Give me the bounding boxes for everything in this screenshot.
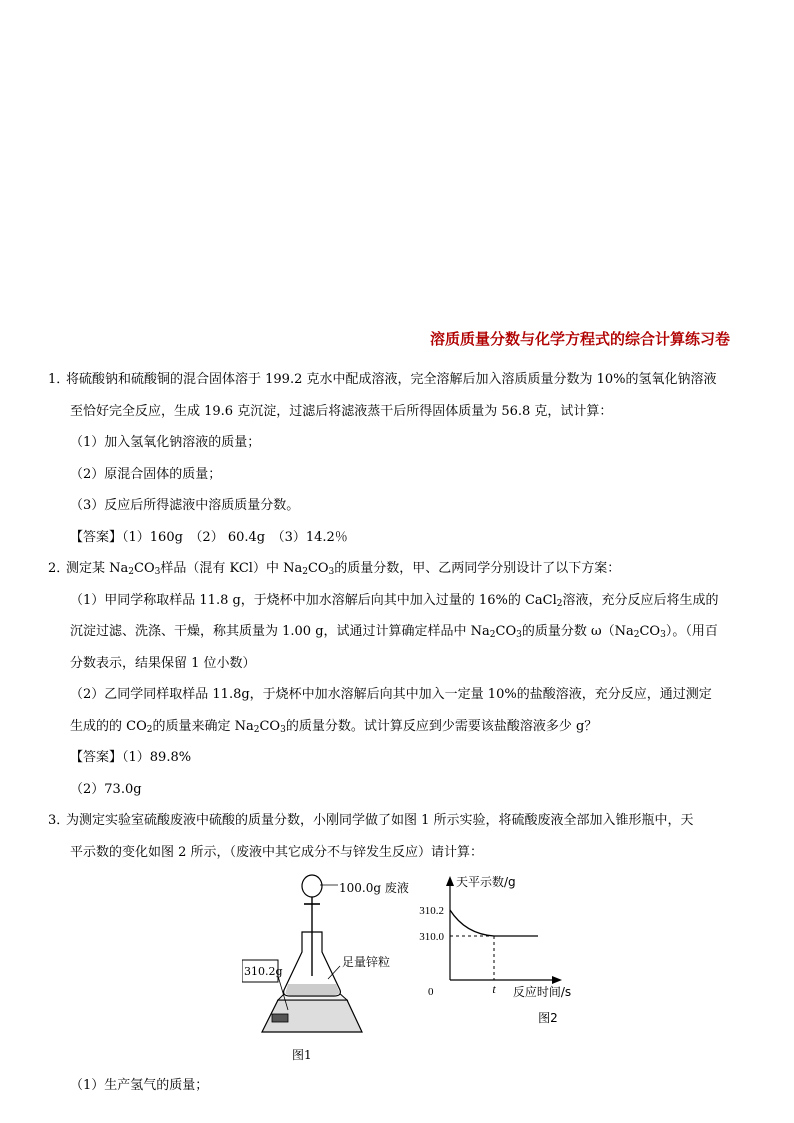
y-axis-arrow	[446, 876, 454, 886]
y-axis-label: 天平示数/g	[456, 875, 516, 889]
q2-text: 溶液，充分反应后将生成的	[562, 592, 719, 608]
q2-text: 沉淀过滤、洗涤、干燥，称其质量为 1.00 g，试通过计算确定样品中 Na	[70, 624, 490, 639]
q2-number: 2．	[48, 561, 70, 576]
q2-text: CO	[639, 624, 661, 639]
subscript: 3	[516, 630, 522, 640]
origin-label: 0	[428, 986, 434, 998]
subscript: 2	[146, 724, 153, 735]
q1-line-1	[48, 364, 758, 396]
q2-text: 的质量分数。试计算反应到少需要该盐酸溶液多少 g？	[285, 718, 598, 734]
series-line	[450, 910, 538, 936]
subscript: 2	[302, 567, 308, 577]
q2-answer	[48, 742, 758, 774]
x-tick-label: t	[492, 982, 496, 996]
figure-2-chart	[406, 872, 626, 1050]
question-list	[48, 364, 758, 1102]
subscript: 2	[556, 598, 563, 609]
subscript: 2	[253, 724, 260, 735]
subscript: 2	[128, 567, 134, 577]
q2-text: CO	[134, 561, 155, 576]
q2-text: 样品（混有 KCl）中 Na	[160, 561, 303, 576]
subscript: 3	[328, 567, 335, 577]
q1-sub-2: （2）原混合固体的质量；	[70, 466, 222, 482]
q2-text: 的质量分数，甲、乙两同学分别设计了以下方案：	[334, 561, 621, 576]
subscript: 3	[280, 724, 286, 735]
subscript: 2	[633, 630, 640, 640]
q2-sub-1-line-1	[48, 585, 758, 617]
q1-answer-label: 【答案】	[70, 529, 123, 545]
page-title: 溶质质量分数与化学方程式的综合计算练习卷	[429, 330, 730, 348]
q2-sub-2-line-2	[48, 711, 758, 743]
x-axis-arrow	[552, 976, 562, 984]
figures	[48, 872, 758, 1070]
fig1-zinc-label: 足量锌粒	[342, 955, 391, 969]
q1-sub-3: （3）反应后所得滤液中溶质质量分数。	[70, 498, 300, 513]
q3-line-1	[48, 805, 758, 837]
q1-answer	[48, 522, 758, 554]
fig2-caption: 图2	[538, 1011, 558, 1025]
q1-answer-text: （1）160g （2） 60.4g （3）14.2％	[122, 529, 348, 545]
separatory-funnel	[302, 875, 322, 897]
x-axis-label: 反应时间/s	[512, 985, 572, 999]
q1-line-2: 至恰好完全反应，生成 19.6 克沉淀，过滤后将滤液蒸干后所得固体质量为 56.8 克，试计算：	[70, 403, 613, 419]
q2-text: CO	[259, 718, 281, 734]
q3-text-1: 为测定实验室硫酸废液中硫酸的质量分数，小刚同学做了如图 1 所示实验，将硫酸废液全部加入锥形瓶中，天	[66, 813, 694, 828]
q1-text-1: 将硫酸钠和硫酸铜的混合固体溶于 199.2 克水中配成溶液，完全溶解后加入溶质质量分数为 10%的氢氧化钠溶液	[66, 372, 717, 387]
flask-liquid	[286, 984, 340, 995]
y-tick-label-top: 310.2	[419, 905, 444, 917]
q2-text: ）。（用百	[665, 624, 718, 639]
q2-text: CO	[495, 624, 517, 639]
fig1-liquid-label: 100.0g 废液	[339, 881, 409, 895]
q2-text: 生成的的 CO	[70, 718, 147, 734]
subscript: 3	[660, 630, 666, 640]
q2-text: 的质量分数 ω（Na	[521, 624, 634, 639]
fig1-reading-label: 310.2g	[244, 965, 283, 978]
q1-sub-1: （1）加入氢氧化钠溶液的质量；	[70, 435, 261, 450]
q2-text: 测定某 Na	[66, 561, 129, 576]
q2-text: CO	[307, 561, 329, 576]
subscript: 2	[489, 630, 496, 640]
q2-line-1	[48, 553, 758, 585]
y-tick-label-bottom: 310.0	[419, 931, 444, 943]
q3-sub-1: （1）生产氢气的质量；	[70, 1078, 209, 1093]
fig1-caption: 图1	[292, 1048, 312, 1062]
q2-sub-2-line-1: （2）乙同学同样取样品 11.8g，于烧杯中加水溶解后向其中加入一定量 10%的盐酸溶液，充分反应，通过测定	[70, 687, 712, 702]
q2-answer-label: 【答案】	[70, 750, 123, 765]
q1-number: 1．	[48, 372, 70, 387]
q2-text: 的质量来确定 Na	[152, 718, 254, 734]
q2-sub-1-line-2	[48, 616, 758, 648]
q2-text: （1）甲同学称取样品 11.8 g，于烧杯中加水溶解后向其中加入过量的 16%的 CaCl	[70, 592, 557, 608]
q2-sub-1-line-3: 分数表示，结果保留 1 位小数）	[70, 655, 256, 671]
subscript: 3	[154, 567, 161, 577]
q3-number: 3．	[48, 813, 70, 828]
q2-answer-text-1: （1）89.8%	[122, 750, 192, 765]
balance-display	[272, 1014, 288, 1022]
q2-answer-2: （2）73.0g	[70, 781, 142, 797]
q3-line-2: 平示数的变化如图 2 所示，（废液中其它成分不与锌发生反应）请计算：	[70, 844, 484, 860]
